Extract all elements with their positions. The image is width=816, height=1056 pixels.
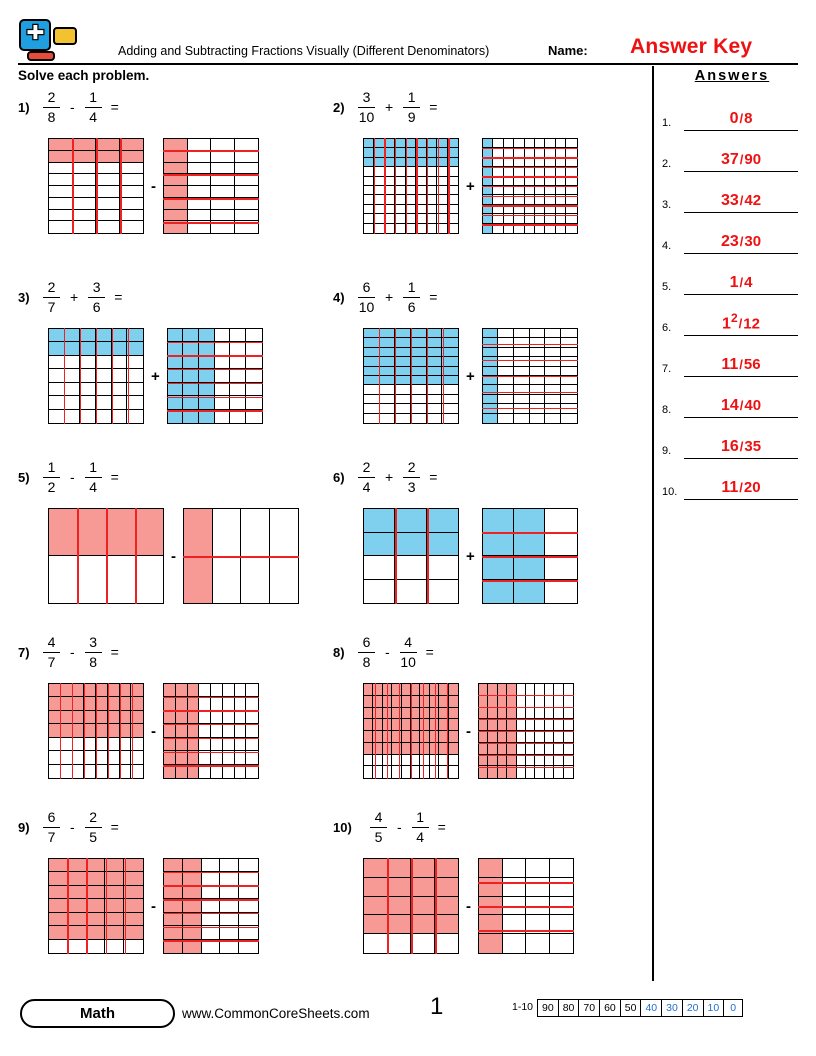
problem-expression xyxy=(355,460,437,495)
page-title: Adding and Subtracting Fractions Visually (Different Denominators) xyxy=(118,44,490,58)
scale-box: 60 xyxy=(599,999,620,1017)
answer-numerator: 23 xyxy=(720,233,739,250)
operator: + xyxy=(70,289,79,306)
header-divider xyxy=(18,63,798,65)
equals-sign: = xyxy=(110,644,119,661)
answer-numerator: 33 xyxy=(720,192,739,209)
problem-number: 9) xyxy=(18,820,30,835)
problem-expression xyxy=(40,810,119,845)
answer-value xyxy=(684,192,798,210)
operator: - xyxy=(385,644,390,661)
answer-index: 10. xyxy=(662,486,678,498)
fraction-left xyxy=(355,280,378,315)
fraction-model-left xyxy=(363,138,459,234)
fraction-model-right xyxy=(482,138,578,234)
fraction-bar xyxy=(358,107,375,108)
fraction-models xyxy=(48,328,263,424)
answer-index: 8. xyxy=(662,404,672,416)
equals-sign: = xyxy=(429,469,438,486)
model-operator: + xyxy=(466,367,475,385)
operator: + xyxy=(385,469,394,486)
answer-denominator: 8 xyxy=(744,110,753,127)
fraction-bar xyxy=(358,477,375,478)
problem-number: 10) xyxy=(333,820,352,835)
fraction-models xyxy=(363,858,574,954)
fraction-bar xyxy=(43,297,60,298)
numerator: 6 xyxy=(47,809,56,825)
answer-slash: / xyxy=(738,316,743,331)
answer-slash: / xyxy=(739,357,743,372)
operator: + xyxy=(385,289,394,306)
commoncoresheets-logo-icon xyxy=(18,18,92,62)
operator: - xyxy=(70,99,75,116)
problem-number: 2) xyxy=(333,100,345,115)
denominator: 5 xyxy=(89,829,98,846)
model-operator: - xyxy=(171,547,176,565)
numerator: 3 xyxy=(89,634,98,650)
page-header xyxy=(18,18,798,62)
numerator: 2 xyxy=(47,89,56,105)
answer-row xyxy=(662,336,802,377)
answer-index: 2. xyxy=(662,158,672,170)
answer-row xyxy=(662,418,802,459)
scale-box: 80 xyxy=(558,999,579,1017)
answer-denominator: 35 xyxy=(744,438,762,455)
fraction-bar xyxy=(85,652,102,653)
fraction-model-left xyxy=(48,328,144,424)
scale-box: 70 xyxy=(578,999,599,1017)
answer-value xyxy=(684,479,798,497)
name-label: Name: xyxy=(548,43,588,58)
denominator: 10 xyxy=(358,109,375,126)
answer-value xyxy=(684,397,798,415)
answer-numerator: 11 xyxy=(721,356,739,373)
denominator: 8 xyxy=(47,109,56,126)
answer-value xyxy=(684,233,798,251)
numerator: 2 xyxy=(89,809,98,825)
grading-scale xyxy=(512,999,743,1017)
problem-number: 5) xyxy=(18,470,30,485)
fraction-bar xyxy=(370,827,387,828)
model-operator: - xyxy=(466,722,471,740)
answer-value xyxy=(684,274,798,292)
answer-slash: / xyxy=(739,193,744,208)
answer-numerator: 16 xyxy=(720,438,739,455)
answer-row xyxy=(662,213,802,254)
fraction-model-right xyxy=(478,858,574,954)
fraction-bar xyxy=(43,827,60,828)
equals-sign: = xyxy=(425,644,434,661)
denominator: 3 xyxy=(407,479,416,496)
answer-index: 5. xyxy=(662,281,672,293)
fraction-models xyxy=(363,683,574,779)
page-number: 1 xyxy=(430,993,444,1020)
answer-value xyxy=(684,311,798,333)
fraction-model-left xyxy=(363,328,459,424)
answer-index: 3. xyxy=(662,199,672,211)
fraction-model-left xyxy=(363,508,459,604)
answer-denominator: 56 xyxy=(743,356,761,373)
answers-title: Answers xyxy=(694,68,770,84)
answer-slash: / xyxy=(739,275,744,290)
fraction-right xyxy=(400,90,423,125)
problem-expression xyxy=(367,810,446,845)
numerator: 3 xyxy=(92,279,101,295)
answer-row xyxy=(662,131,802,172)
fraction-bar xyxy=(85,477,102,478)
fraction-bar xyxy=(85,827,102,828)
answer-index: 4. xyxy=(662,240,672,252)
model-operator: + xyxy=(466,177,475,195)
scale-box: 50 xyxy=(620,999,641,1017)
denominator: 10 xyxy=(400,654,416,671)
fraction-right xyxy=(400,280,423,315)
denominator: 4 xyxy=(416,829,425,846)
fraction-right xyxy=(409,810,432,845)
problem-expression xyxy=(40,90,119,125)
website-url: www.CommonCoreSheets.com xyxy=(182,1006,370,1021)
answer-denominator: 12 xyxy=(743,315,760,332)
numerator: 4 xyxy=(404,634,413,650)
problem-number: 8) xyxy=(333,645,345,660)
fraction-models xyxy=(363,138,578,234)
problems-area xyxy=(18,90,648,980)
fraction-model-right xyxy=(163,138,259,234)
fraction-bar xyxy=(403,477,420,478)
denominator: 4 xyxy=(89,479,98,496)
denominator: 7 xyxy=(47,299,56,316)
equals-sign: = xyxy=(429,289,438,306)
fraction-left xyxy=(367,810,390,845)
answer-denominator: 40 xyxy=(744,397,762,414)
fraction-model-left xyxy=(363,683,459,779)
fraction-left xyxy=(40,460,63,495)
fraction-model-right xyxy=(478,683,574,779)
fraction-model-left xyxy=(48,508,164,604)
fraction-left xyxy=(40,635,63,670)
fraction-model-right xyxy=(163,858,259,954)
answer-value xyxy=(684,438,798,456)
numerator: 1 xyxy=(416,809,425,825)
answer-row xyxy=(662,459,802,500)
problem-expression xyxy=(40,635,119,670)
fraction-models xyxy=(48,508,299,604)
operator: - xyxy=(70,469,75,486)
subject-badge: Math xyxy=(20,999,175,1028)
answer-slash: / xyxy=(739,398,744,413)
answer-numerator: 0 xyxy=(729,110,739,127)
numerator: 1 xyxy=(89,459,98,475)
denominator: 8 xyxy=(89,654,98,671)
answers-panel xyxy=(662,68,802,500)
denominator: 10 xyxy=(358,299,375,316)
scale-box: 10 xyxy=(703,999,724,1017)
equals-sign: = xyxy=(437,819,446,836)
scale-range-label: 1-10 xyxy=(512,1001,534,1013)
problem-expression xyxy=(40,460,119,495)
operator: - xyxy=(70,819,75,836)
denominator: 6 xyxy=(407,299,416,316)
equals-sign: = xyxy=(429,99,438,116)
answer-row xyxy=(662,172,802,213)
fraction-right xyxy=(397,635,420,670)
answer-numerator: 11 xyxy=(721,479,739,496)
answer-key-label: Answer Key xyxy=(630,35,753,58)
fraction-left xyxy=(355,460,378,495)
numerator: 2 xyxy=(47,279,56,295)
model-operator: - xyxy=(151,177,156,195)
denominator: 6 xyxy=(92,299,101,316)
fraction-bar xyxy=(412,827,429,828)
answer-slash: / xyxy=(739,152,744,167)
fraction-model-right xyxy=(183,508,299,604)
denominator: 9 xyxy=(407,109,416,126)
answer-row xyxy=(662,90,802,131)
fraction-bar xyxy=(85,107,102,108)
numerator: 4 xyxy=(374,809,383,825)
answer-whole: 1 xyxy=(722,315,731,332)
numerator: 2 xyxy=(407,459,416,475)
equals-sign: = xyxy=(110,99,119,116)
answers-column-divider xyxy=(652,66,654,981)
answer-numerator: 37 xyxy=(720,151,739,168)
answer-denominator: 90 xyxy=(744,151,762,168)
fraction-model-right xyxy=(167,328,263,424)
problem-number: 7) xyxy=(18,645,30,660)
fraction-left xyxy=(40,90,63,125)
numerator: 1 xyxy=(407,89,416,105)
scale-box: 0 xyxy=(723,999,743,1017)
scale-box: 20 xyxy=(682,999,703,1017)
numerator: 1 xyxy=(407,279,416,295)
denominator: 2 xyxy=(47,479,56,496)
answer-denominator: 4 xyxy=(744,274,753,291)
answer-index: 1. xyxy=(662,117,672,129)
answer-index: 6. xyxy=(662,322,672,334)
denominator: 7 xyxy=(47,654,56,671)
fraction-bar xyxy=(43,652,60,653)
equals-sign: = xyxy=(110,469,119,486)
numerator: 1 xyxy=(47,459,56,475)
fraction-right xyxy=(400,460,423,495)
denominator: 4 xyxy=(89,109,98,126)
numerator: 2 xyxy=(362,459,371,475)
answer-slash: / xyxy=(739,234,744,249)
model-operator: - xyxy=(151,722,156,740)
operator: - xyxy=(70,644,75,661)
fraction-bar xyxy=(403,107,420,108)
scale-box: 40 xyxy=(640,999,661,1017)
fraction-bar xyxy=(43,107,60,108)
page-footer xyxy=(0,985,816,1045)
fraction-right xyxy=(82,635,105,670)
answer-row xyxy=(662,295,802,336)
fraction-left xyxy=(355,90,378,125)
answer-row xyxy=(662,254,802,295)
fraction-models xyxy=(48,138,259,234)
fraction-model-right xyxy=(482,508,578,604)
operator: - xyxy=(397,819,402,836)
numerator: 3 xyxy=(362,89,371,105)
fraction-model-left xyxy=(48,858,144,954)
fraction-bar xyxy=(358,652,375,653)
fraction-right xyxy=(82,90,105,125)
answer-numerator: 2 xyxy=(730,310,738,325)
fraction-bar xyxy=(43,477,60,478)
model-operator: - xyxy=(151,897,156,915)
fraction-model-right xyxy=(482,328,578,424)
answer-value xyxy=(684,151,798,169)
fraction-model-left xyxy=(48,138,144,234)
problem-number: 4) xyxy=(333,290,345,305)
denominator: 5 xyxy=(374,829,383,846)
answer-row xyxy=(662,377,802,418)
answer-numerator: 14 xyxy=(720,397,739,414)
problem-expression xyxy=(355,280,437,315)
answer-slash: / xyxy=(739,111,744,126)
answer-denominator: 42 xyxy=(744,192,762,209)
equals-sign: = xyxy=(110,819,119,836)
scale-box: 90 xyxy=(537,999,558,1017)
fraction-model-left xyxy=(48,683,144,779)
fraction-bar xyxy=(88,297,105,298)
answer-index: 7. xyxy=(662,363,672,375)
numerator: 4 xyxy=(47,634,56,650)
fraction-left xyxy=(40,280,63,315)
fraction-bar xyxy=(403,297,420,298)
model-operator: + xyxy=(466,547,475,565)
fraction-left xyxy=(355,635,378,670)
model-operator: - xyxy=(466,897,471,915)
fraction-bar xyxy=(358,297,375,298)
operator: + xyxy=(385,99,394,116)
problem-expression xyxy=(355,90,437,125)
numerator: 6 xyxy=(362,279,371,295)
answer-numerator: 1 xyxy=(729,274,739,291)
answer-index: 9. xyxy=(662,445,672,457)
problem-expression xyxy=(355,635,434,670)
answer-slash: / xyxy=(739,439,744,454)
fraction-model-left xyxy=(363,858,459,954)
denominator: 8 xyxy=(362,654,371,671)
answer-value xyxy=(684,356,798,374)
fraction-models xyxy=(48,683,259,779)
problem-expression xyxy=(40,280,122,315)
answer-line xyxy=(684,499,798,500)
fraction-right xyxy=(82,810,105,845)
fraction-model-right xyxy=(163,683,259,779)
numerator: 6 xyxy=(362,634,371,650)
answer-denominator: 20 xyxy=(743,479,761,496)
fraction-right xyxy=(82,460,105,495)
fraction-models xyxy=(363,508,578,604)
scale-box: 30 xyxy=(661,999,682,1017)
fraction-models xyxy=(48,858,259,954)
fraction-left xyxy=(40,810,63,845)
numerator: 1 xyxy=(89,89,98,105)
answer-value xyxy=(684,110,798,128)
model-operator: + xyxy=(151,367,160,385)
fraction-right xyxy=(85,280,108,315)
answer-denominator: 30 xyxy=(744,233,762,250)
problem-number: 3) xyxy=(18,290,30,305)
instructions: Solve each problem. xyxy=(18,68,150,83)
answer-slash: / xyxy=(739,480,743,495)
equals-sign: = xyxy=(114,289,123,306)
denominator: 7 xyxy=(47,829,56,846)
denominator: 4 xyxy=(362,479,371,496)
problem-number: 6) xyxy=(333,470,345,485)
problem-number: 1) xyxy=(18,100,30,115)
fraction-models xyxy=(363,328,578,424)
fraction-bar xyxy=(400,652,417,653)
